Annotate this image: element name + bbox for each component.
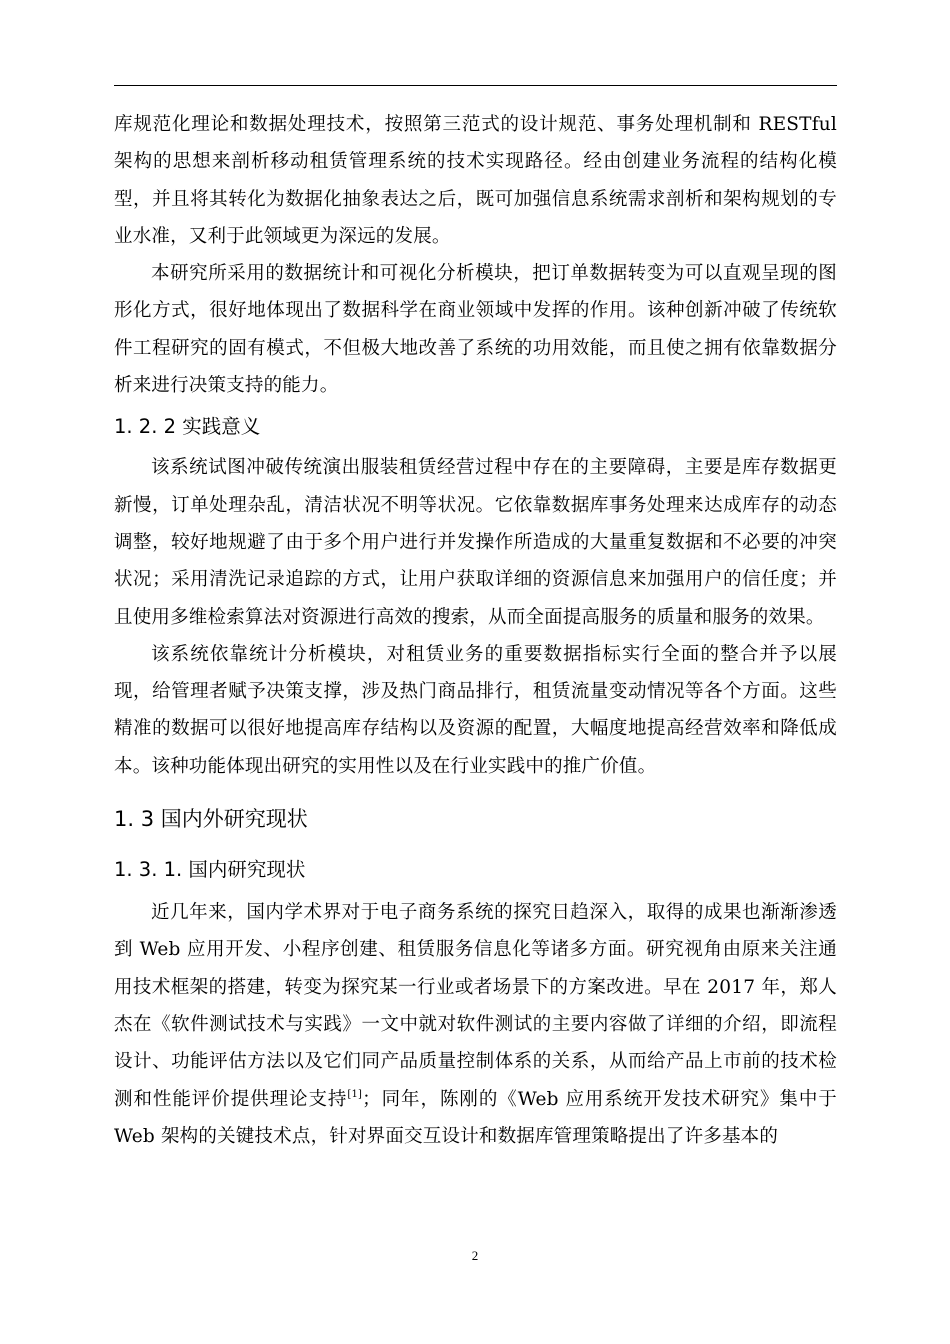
paragraph-text-part-2: ；同年，陈刚的《Web 应用系统开发技术研究》集中于 Web 架构的关键技术点，针对界面交互设计和数据库管理策略提出了许多基本的	[114, 1088, 837, 1147]
citation-reference[interactable]: [1]	[347, 1088, 363, 1100]
section-heading-1-3-1: 1. 3. 1. 国内研究现状	[114, 858, 306, 882]
page-number: 2	[471, 1248, 479, 1263]
paragraph-continued: 库规范化理论和数据处理技术，按照第三范式的设计规范、事务处理机制和 RESTful 架构的思想来剖析移动租赁管理系统的技术实现路径。经由创建业务流程的结构化模型，并且将其转化为数据化抽象表达之后，既可加强信息系统需求剖析和架构规划的专业水准，又利于此领域更为深远的发展。	[114, 114, 837, 247]
paragraph-text-part-1: 近几年来，国内学术界对于电子商务系统的探究日趋深入，取得的成果也渐渐渗透到 Web 应用开发、小程序创建、租赁服务信息化等诸多方面。研究视角由原来关注通用技术框架的搭建，转变为探究某一行业或者场景下的方案改进。早在 2017 年，郑人杰在《软件测试技术与实践》一文中就对软件测试的主要内容做了详细的介绍，即流程设计、功能评估方法以及它们同产品质量控制体系的关系，从而给产品上市前的技术检测和性能评价提供理论支持	[114, 902, 837, 1110]
paragraph-practical-significance-2: 该系统依靠统计分析模块，对租赁业务的重要数据指标实行全面的整合并予以展现，给管理者赋予决策支撑，涉及热门商品排行，租赁流量变动情况等各个方面。这些精准的数据可以很好地提高库存结构以及资源的配置，大幅度地提高经营效率和降低成本。该种功能体现出研究的实用性以及在行业实践中的推广价值。	[114, 643, 837, 777]
paragraph-data-visualization: 本研究所采用的数据统计和可视化分析模块，把订单数据转变为可以直观呈现的图形化方式，很好地体现出了数据科学在商业领域中发挥的作用。该种创新冲破了传统软件工程研究的固有模式，不但极大地改善了系统的功用效能，而且使之拥有依靠数据分析来进行决策支持的能力。	[114, 263, 837, 397]
section-heading-1-3: 1. 3 国内外研究现状	[114, 807, 308, 832]
paragraph-domestic-research	[114, 894, 837, 1155]
page-body	[114, 106, 837, 1155]
section-heading-1-2-2: 1. 2. 2 实践意义	[114, 415, 261, 439]
header-rule	[114, 85, 837, 86]
paragraph-practical-significance-1: 该系统试图冲破传统演出服装租赁经营过程中存在的主要障碍，主要是库存数据更新慢，订单处理杂乱，清洁状况不明等状况。它依靠数据库事务处理来达成库存的动态调整，较好地规避了由于多个用户进行并发操作所造成的大量重复数据和不必要的冲突状况；采用清洗记录追踪的方式，让用户获取详细的资源信息来加强用户的信任度；并且使用多维检索算法对资源进行高效的搜索，从而全面提高服务的质量和服务的效果。	[114, 457, 837, 628]
